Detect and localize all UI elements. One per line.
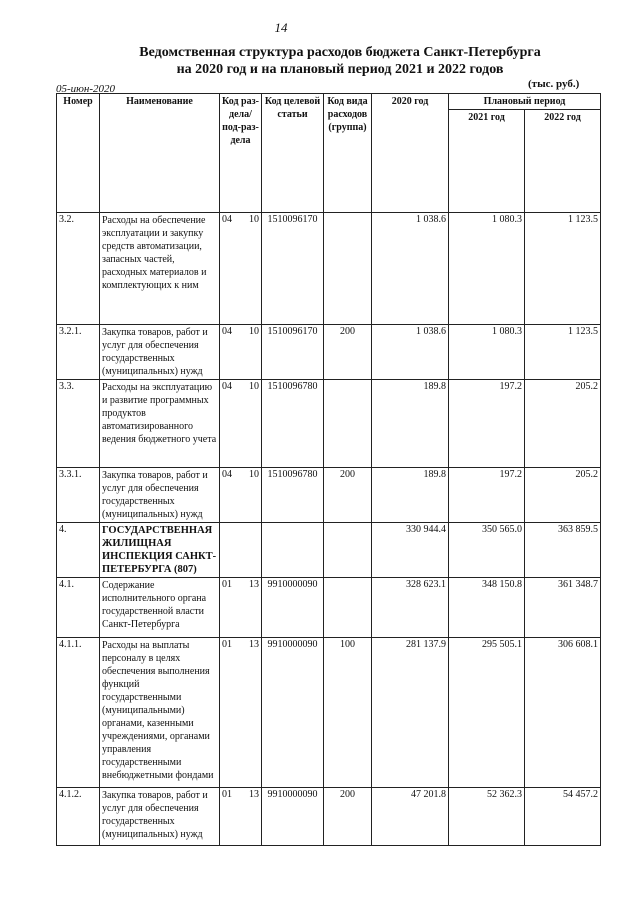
table-row — [57, 788, 601, 846]
row-expense-type — [324, 523, 372, 578]
row-number: 4. — [57, 523, 100, 578]
row-razdel: 04 — [222, 326, 232, 337]
row-amount-2020: 330 944.4 — [372, 523, 449, 578]
title-line-1: Ведомственная структура расходов бюджета Санкт-Петербурга — [139, 45, 541, 60]
row-number: 4.1.1. — [57, 638, 100, 788]
row-section-code — [220, 213, 262, 325]
document-date: 05-июн-2020 — [56, 83, 116, 95]
row-amount-2022: 1 123.5 — [525, 325, 601, 380]
row-podrazdel: 13 — [249, 579, 259, 590]
row-number: 3.3. — [57, 380, 100, 468]
row-podrazdel: 13 — [249, 789, 259, 800]
row-amount-2021: 1 080.3 — [449, 213, 525, 325]
row-amount-2020: 189.8 — [372, 380, 449, 468]
header-year-2022: 2022 год — [525, 110, 601, 213]
budget-table — [56, 93, 601, 846]
row-amount-2021: 197.2 — [449, 380, 525, 468]
row-amount-2022: 205.2 — [525, 380, 601, 468]
row-amount-2021: 350 565.0 — [449, 523, 525, 578]
row-razdel: 04 — [222, 214, 232, 225]
title-line-2: на 2020 год и на плановый период 2021 и 2022 годов — [176, 62, 504, 77]
row-amount-2022: 363 859.5 — [525, 523, 601, 578]
row-podrazdel: 10 — [249, 326, 259, 337]
row-podrazdel: 10 — [249, 214, 259, 225]
row-expense-type — [324, 380, 372, 468]
row-name: Расходы на обеспечение эксплуатации и закупку средств автоматизации, запасных частей, расходных материалов и комплектующих к ним — [100, 213, 220, 325]
row-podrazdel: 13 — [249, 639, 259, 650]
row-amount-2020: 1 038.6 — [372, 325, 449, 380]
row-section-code — [220, 468, 262, 523]
row-podrazdel: 10 — [249, 381, 259, 392]
row-target-code — [262, 523, 324, 578]
row-name: Закупка товаров, работ и услуг для обеспечения государственных (муниципальных) нужд — [100, 468, 220, 523]
header-section-code: Код раз-дела/ под-раз-дела — [220, 94, 262, 213]
row-target-code: 9910000090 — [262, 578, 324, 638]
header-target-code: Код целевой статьи — [262, 94, 324, 213]
row-expense-type: 200 — [324, 325, 372, 380]
row-amount-2020: 1 038.6 — [372, 213, 449, 325]
row-expense-type: 200 — [324, 468, 372, 523]
row-expense-type: 200 — [324, 788, 372, 846]
row-name: Расходы на выплаты персоналу в целях обеспечения выполнения функций государственными (муниципальными) органами, казенными учреждениями, органами управления государственными внебюджетными фондами — [100, 638, 220, 788]
row-amount-2021: 348 150.8 — [449, 578, 525, 638]
table-row — [57, 213, 601, 325]
row-amount-2021: 1 080.3 — [449, 325, 525, 380]
table-row — [57, 638, 601, 788]
row-razdel: 01 — [222, 789, 232, 800]
row-number: 4.1. — [57, 578, 100, 638]
row-name: Расходы на эксплуатацию и развитие программных продуктов автоматизированного ведения бюджетного учета — [100, 380, 220, 468]
row-expense-type — [324, 213, 372, 325]
row-amount-2020: 328 623.1 — [372, 578, 449, 638]
row-razdel: 04 — [222, 469, 232, 480]
row-target-code: 1510096780 — [262, 468, 324, 523]
table-row — [57, 380, 601, 468]
row-name: Закупка товаров, работ и услуг для обеспечения государственных (муниципальных) нужд — [100, 788, 220, 846]
row-podrazdel: 10 — [249, 469, 259, 480]
units-label: (тыс. руб.) — [528, 78, 580, 90]
row-name: Закупка товаров, работ и услуг для обеспечения государственных (муниципальных) нужд — [100, 325, 220, 380]
row-section-code — [220, 638, 262, 788]
row-target-code: 9910000090 — [262, 788, 324, 846]
table-row — [57, 523, 601, 578]
page-number: 14 — [274, 20, 288, 35]
row-amount-2020: 281 137.9 — [372, 638, 449, 788]
row-amount-2021: 52 362.3 — [449, 788, 525, 846]
table-row — [57, 578, 601, 638]
row-amount-2022: 306 608.1 — [525, 638, 601, 788]
row-amount-2020: 189.8 — [372, 468, 449, 523]
row-razdel: 04 — [222, 381, 232, 392]
row-number: 3.2.1. — [57, 325, 100, 380]
header-number: Номер — [57, 94, 100, 213]
row-razdel: 01 — [222, 639, 232, 650]
row-expense-type — [324, 578, 372, 638]
row-target-code: 1510096780 — [262, 380, 324, 468]
row-section-code — [220, 788, 262, 846]
row-amount-2022: 205.2 — [525, 468, 601, 523]
page-title — [90, 44, 590, 78]
header-name: Наименование — [100, 94, 220, 213]
row-name: ГОСУДАРСТВЕННАЯ ЖИЛИЩНАЯ ИНСПЕКЦИЯ САНКТ-ПЕТЕРБУРГА (807) — [100, 523, 220, 578]
row-amount-2022: 361 348.7 — [525, 578, 601, 638]
row-number: 4.1.2. — [57, 788, 100, 846]
row-amount-2020: 47 201.8 — [372, 788, 449, 846]
table-row — [57, 468, 601, 523]
table-row — [57, 325, 601, 380]
row-target-code: 9910000090 — [262, 638, 324, 788]
row-amount-2022: 54 457.2 — [525, 788, 601, 846]
row-expense-type: 100 — [324, 638, 372, 788]
row-number: 3.3.1. — [57, 468, 100, 523]
row-name: Содержание исполнительного органа государственной власти Санкт-Петербурга — [100, 578, 220, 638]
row-amount-2021: 197.2 — [449, 468, 525, 523]
row-section-code — [220, 578, 262, 638]
row-razdel: 01 — [222, 579, 232, 590]
header-year-2020: 2020 год — [372, 94, 449, 213]
header-planned-period: Плановый период — [449, 94, 601, 110]
row-section-code — [220, 380, 262, 468]
header-expense-type-code: Код вида расходов (группа) — [324, 94, 372, 213]
row-section-code — [220, 325, 262, 380]
row-number: 3.2. — [57, 213, 100, 325]
row-amount-2022: 1 123.5 — [525, 213, 601, 325]
row-section-code — [220, 523, 262, 578]
row-target-code: 1510096170 — [262, 213, 324, 325]
header-year-2021: 2021 год — [449, 110, 525, 213]
row-target-code: 1510096170 — [262, 325, 324, 380]
row-amount-2021: 295 505.1 — [449, 638, 525, 788]
